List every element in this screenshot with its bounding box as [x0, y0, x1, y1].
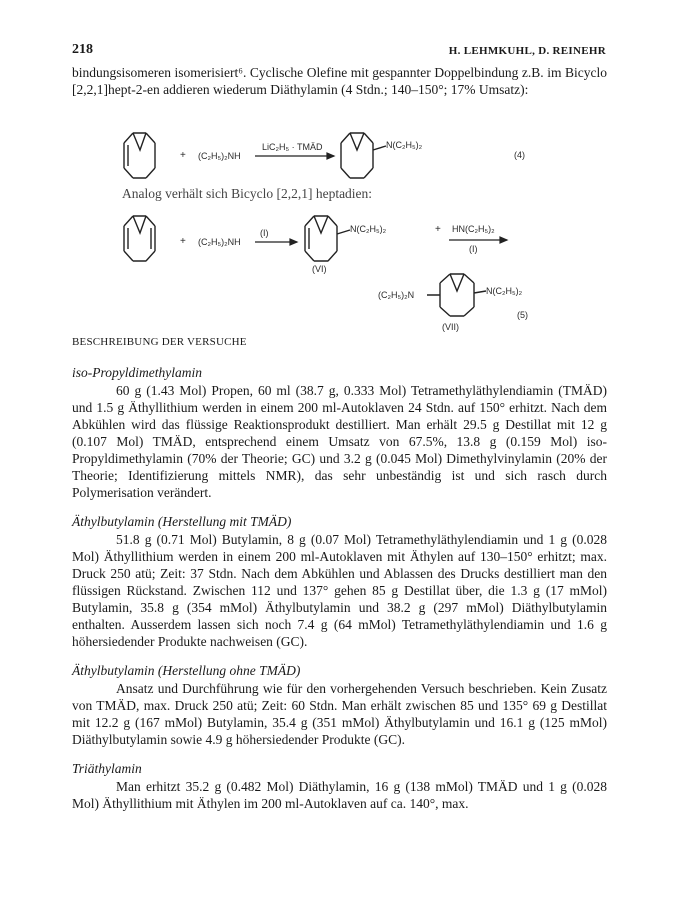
intro-text: bindungsisomeren isomerisiert⁶. Cyclische Olefine mit gespannter Doppelbindung z.B. im Bicyclo [2,2,1]hept-2-en addieren wiederum Diäthylamin (4 Stdn.; 140–150°; 17% Umsatz): [72, 65, 607, 97]
section-title: BESCHREIBUNG DER VERSUCHE [72, 336, 247, 348]
eq5-plus2: + [435, 224, 441, 235]
experiment-title: Triäthylamin [72, 761, 142, 776]
experiment-block [72, 364, 607, 501]
running-header-authors: H. LEHMKUHL, D. REINEHR [448, 45, 606, 57]
eq4-reagent: (C₂H₅)₂NH [198, 151, 241, 161]
experiment-block [72, 760, 607, 812]
eq5-condition: (I) [260, 228, 269, 238]
experiments-section [72, 364, 607, 824]
norbornylamine-structure [341, 133, 386, 178]
experiment-title: Äthylbutylamin (Herstellung ohne TMÄD) [72, 663, 301, 678]
intro-paragraph [72, 64, 607, 98]
eq5-reagent2: HN(C₂H₅)₂ [452, 224, 495, 234]
experiment-text: 51.8 g (0.71 Mol) Butylamin, 8 g (0.07 Mol) Tetramethyläthylendiamin und 1 g (0.028 Mol) Äthyllithium werden in einem 200 ml-Autoklaven mit Äthylen auf 130–150° erhitzt; max. Druck 250 atü; Zeit: 37 Stdn. Nach dem Abkühlen und Ablassen des Drucks destilliert man den flüssigen Rückstand. Zwischen 112 und 137° gehen 85 g Destillat über, die 1.3 g (17 mMol) Butylamin, 35.8 g (354 mMol) Äthylbutylamin und 38.2 g (297 mMol) Diäthylbutylamin enthalten. Ausserdem lassen sich noch 7.4 g (64 mMol) Tetramethyläthylendiamin und 1.6 g höhersiedender Produkte nachweisen (GC). [72, 532, 607, 649]
eq4-arrow [255, 153, 334, 159]
eq5-final-left-group: (C₂H₅)₂N [378, 290, 415, 300]
eq4-condition: LiC₂H₅ · TMÄD [262, 142, 323, 152]
experiment-text: Man erhitzt 35.2 g (0.482 Mol) Diäthylamin, 16 g (138 mMol) TMÄD und 1 g (0.028 Mol) Äthyllithium mit Äthylen im 200 ml-Autoklaven auf ca. 140°, max. [72, 779, 607, 811]
compound-label-vii: (VII) [442, 322, 459, 332]
eq5-arrow [255, 239, 297, 245]
eq4-product-group: N(C₂H₅)₂ [386, 140, 423, 150]
compound-label-vi: (VI) [312, 264, 327, 274]
page-number: 218 [72, 42, 93, 57]
experiment-title: iso-Propyldimethylamin [72, 365, 202, 380]
experiment-title: Äthylbutylamin (Herstellung mit TMÄD) [72, 514, 292, 529]
analog-caption: Analog verhält sich Bicyclo [2,2,1] heptadien: [122, 186, 373, 201]
experiment-block [72, 513, 607, 650]
eq5-plus: + [180, 236, 186, 247]
eq5-condition-2: (I) [469, 244, 478, 254]
eq5-product-group: N(C₂H₅)₂ [350, 224, 387, 234]
norbornene-structure-1 [124, 133, 155, 178]
eq4-plus: + [180, 150, 186, 161]
eq5-final-right-group: N(C₂H₅)₂ [486, 286, 523, 296]
experiment-text: 60 g (1.43 Mol) Propen, 60 ml (38.7 g, 0.333 Mol) Tetramethyläthylendiamin (TMÄD) und 1.5 g Äthyllithium werden in einem 200 ml-Autoklaven 24 Stdn. auf 150° erhitzt. Nach dem Abkühlen wird das flüssige Reaktionsprodukt destilliert. Man erhält 29.5 g Destillat mit 12 g (0.107 Mol) TMÄD, entsprechend einem Umsatz von 67.5%, 13.8 g (0.159 Mol) iso-Propyldimethylamin (70% der Theorie; GC) und 3.2 g (0.045 Mol) Dimethylvinylamin (20% der Theorie; Identifizierung mittels NMR), das sehr unbeständig ist und sich rasch durch Polymerisation verändert. [72, 383, 607, 500]
experiment-text: Ansatz und Durchführung wie für den vorhergehenden Versuch beschrieben. Kein Zusatz von TMÄD, max. Druck 250 atü; Zeit: 60 Stdn. Man erhält zwischen 85 und 135° 69 g Destillat mit 12.2 g (167 mMol) Butylamin, 35.4 g (351 mMol) Äthylbutylamin und 16.1 g (125 mMol) Diäthylbutylamin sowie 4.9 g höhersiedender Produkte (GC). [72, 681, 607, 747]
eq4-number: (4) [514, 150, 525, 160]
eq5-number: (5) [517, 310, 528, 320]
norbornadiene-structure [124, 216, 155, 261]
experiment-block [72, 662, 607, 748]
eq5-arrow-2 [449, 237, 507, 243]
norbornenylamine-structure [305, 216, 350, 261]
diamine-structure [427, 274, 486, 316]
eq5-reagent: (C₂H₅)₂NH [198, 237, 241, 247]
